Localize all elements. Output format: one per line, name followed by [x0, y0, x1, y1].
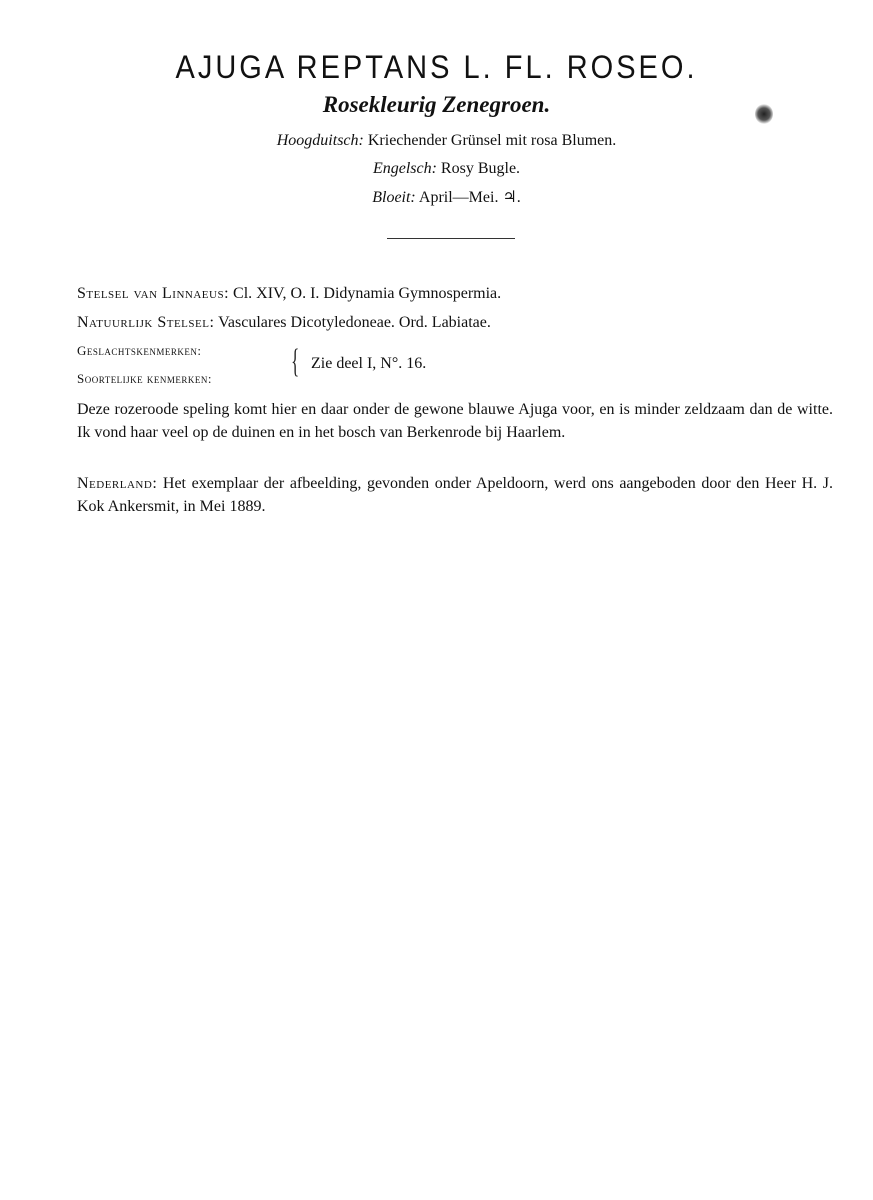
species-characteristics-label: Soortelijke kenmerken: [77, 371, 213, 386]
german-label: Hoogduitsch: [276, 132, 364, 149]
natural-value: Vasculares Dicotyledoneae. Ord. Labiatae. [218, 314, 491, 331]
divider-rule [387, 238, 515, 239]
nederland-paragraph [77, 472, 833, 518]
english-value: Rosy Bugle. [440, 160, 521, 177]
linnaeus-system-line [77, 285, 501, 303]
genus-characteristics-label: Geslachtskenmerken: [77, 343, 202, 358]
english-label: Engelsch: [372, 160, 437, 177]
nederland-text: Het exemplaar der afbeelding, gevonden onder Apeldoorn, werd ons aangeboden door den Heer H. J. Kok Ankersmit, in Mei 1889. [77, 475, 834, 515]
natural-label: Natuurlijk Stelsel: [77, 314, 215, 331]
reference-note: Zie deel I, N°. 16. [311, 355, 427, 372]
german-name-line [10, 132, 873, 150]
curly-brace-icon: { [291, 343, 300, 380]
bloom-value: April—Mei. ♃. [418, 189, 521, 206]
german-value: Kriechender Grünsel mit rosa Blumen. [367, 132, 617, 149]
ink-smudge [755, 104, 773, 124]
plant-title: AJUGA REPTANS L. FL. ROSEO. [175, 50, 698, 86]
description-paragraph: Deze rozeroode speling komt hier en daar onder de gewone blauwe Ajuga voor, en is minder zeldzaam dan de witte. Ik vond haar veel op de duinen en in het bosch van Berkenrode bij Haarlem. [77, 401, 833, 441]
nederland-label: Nederland: [77, 475, 158, 492]
natural-system-line [77, 314, 491, 332]
linnaeus-value: Cl. XIV, O. I. Didynamia Gymnospermia. [233, 285, 502, 302]
bloom-line [10, 187, 873, 207]
bloom-label: Bloeit: [372, 189, 416, 206]
english-name-line [10, 160, 873, 178]
dutch-common-name: Rosekleurig Zenegroen. [322, 92, 551, 117]
linnaeus-label: Stelsel van Linnaeus: [77, 285, 230, 302]
